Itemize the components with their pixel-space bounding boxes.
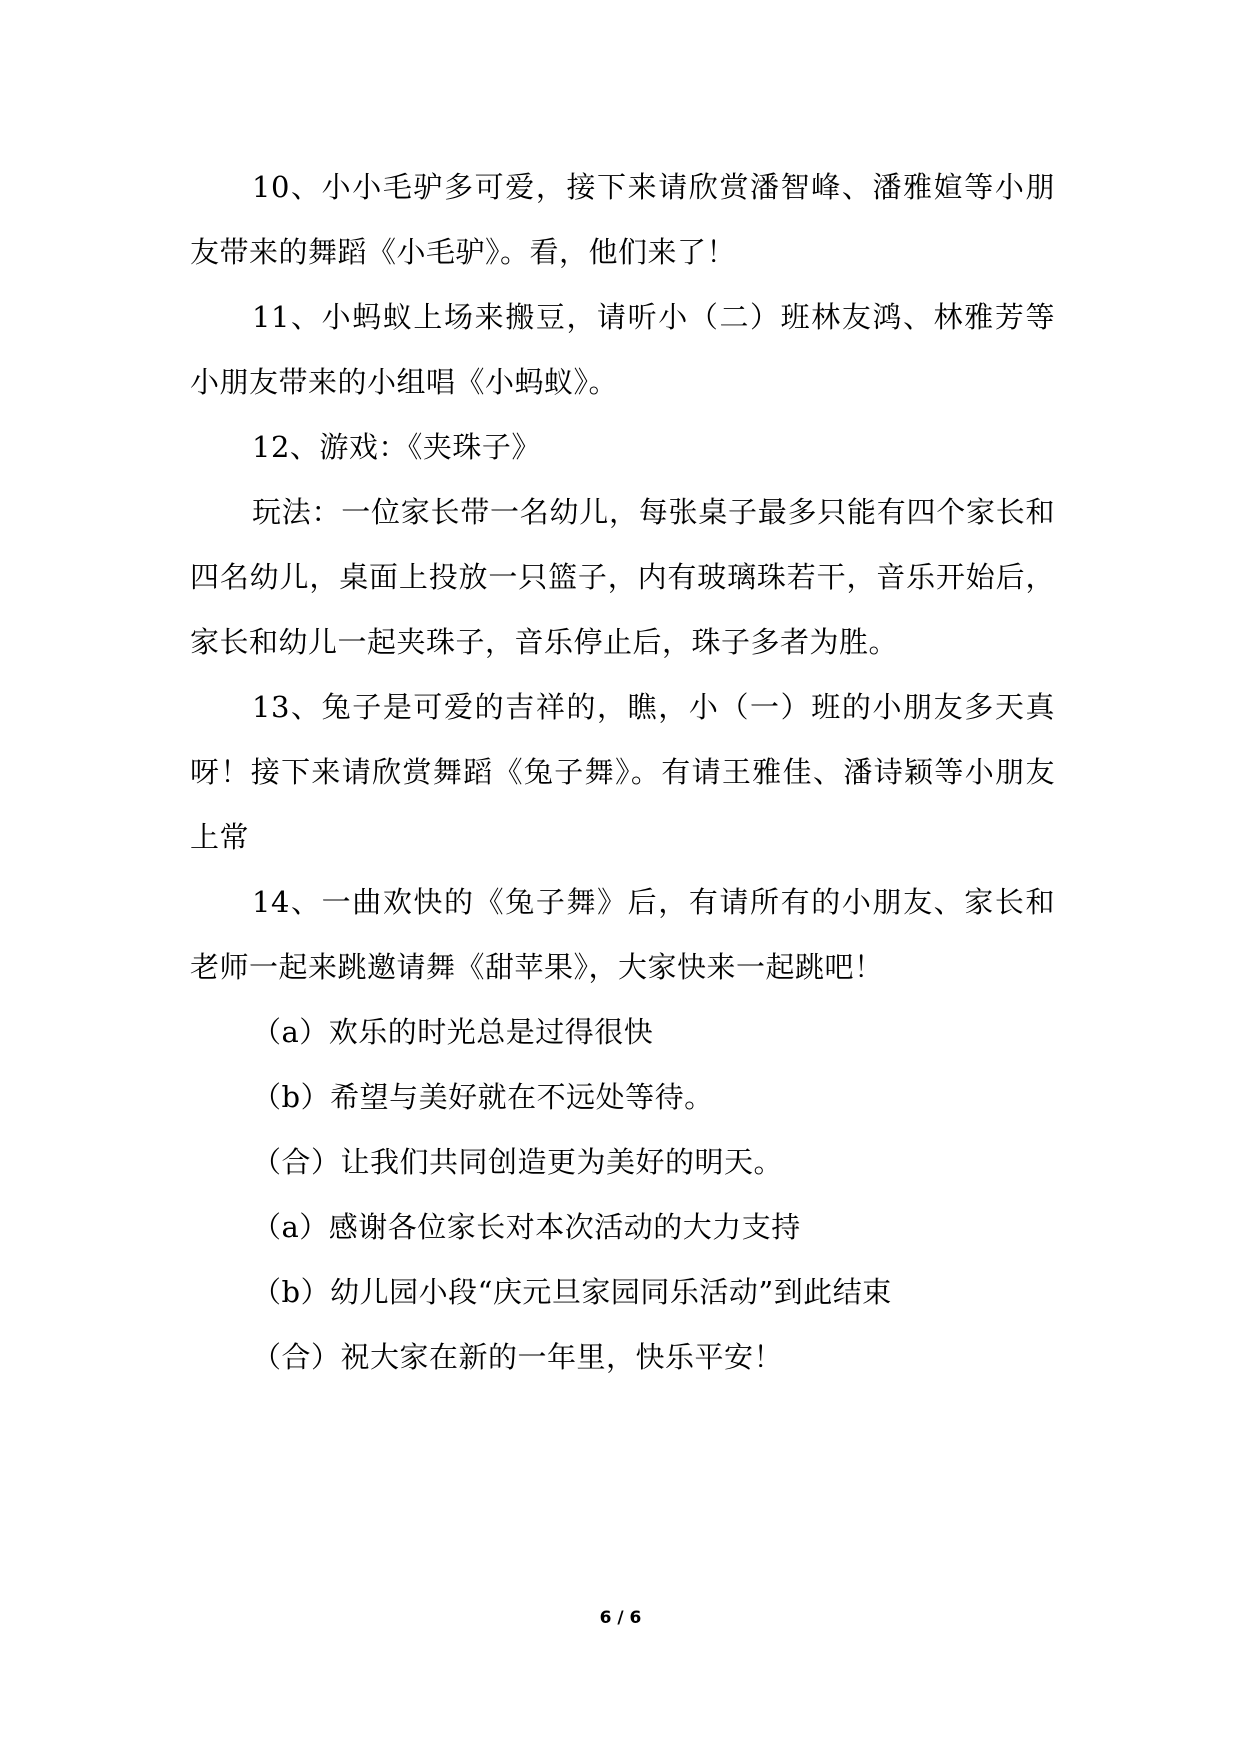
closing-line-a-2: （a）感谢各位家长对本次活动的大力支持 [252, 1210, 801, 1244]
paragraph-item-10: 10、小小毛驴多可爱，接下来请欣赏潘智峰、潘雅媗等小朋友带来的舞蹈《小毛驴》。看，他们来了！ [190, 170, 1055, 269]
paragraph-item-11: 11、小蚂蚁上场来搬豆，请听小（二）班林友鸿、林雅芳等小朋友带来的小组唱《小蚂蚁》。 [190, 300, 1055, 399]
closing-line-b-2: （b）幼儿园小段“庆元旦家园同乐活动”到此结束 [252, 1275, 892, 1309]
paragraph-game-rules: 玩法：一位家长带一名幼儿，每张桌子最多只能有四个家长和四名幼儿，桌面上投放一只篮子，内有玻璃珠若干，音乐开始后，家长和幼儿一起夹珠子，音乐停止后，珠子多者为胜。 [190, 495, 1055, 659]
paragraph-item-13: 13、兔子是可爱的吉祥的，瞧，小（一）班的小朋友多天真呀！接下来请欣赏舞蹈《兔子舞》。有请王雅佳、潘诗颖等小朋友上常 [190, 690, 1055, 854]
paragraph-item-12: 12、游戏：《夹珠子》 [252, 430, 541, 464]
closing-line-a-1: （a）欢乐的时光总是过得很快 [252, 1015, 654, 1049]
closing-line-together-2: （合）祝大家在新的一年里，快乐平安！ [252, 1340, 784, 1374]
closing-line-b-1: （b）希望与美好就在不远处等待。 [252, 1080, 714, 1114]
closing-line-together-1: （合）让我们共同创造更为美好的明天。 [252, 1145, 784, 1179]
page-number: 6 / 6 [599, 1608, 642, 1628]
document-body [190, 155, 1055, 1390]
paragraph-item-14: 14、一曲欢快的《兔子舞》后，有请所有的小朋友、家长和老师一起来跳邀请舞《甜苹果》，大家快来一起跳吧！ [190, 885, 1055, 984]
